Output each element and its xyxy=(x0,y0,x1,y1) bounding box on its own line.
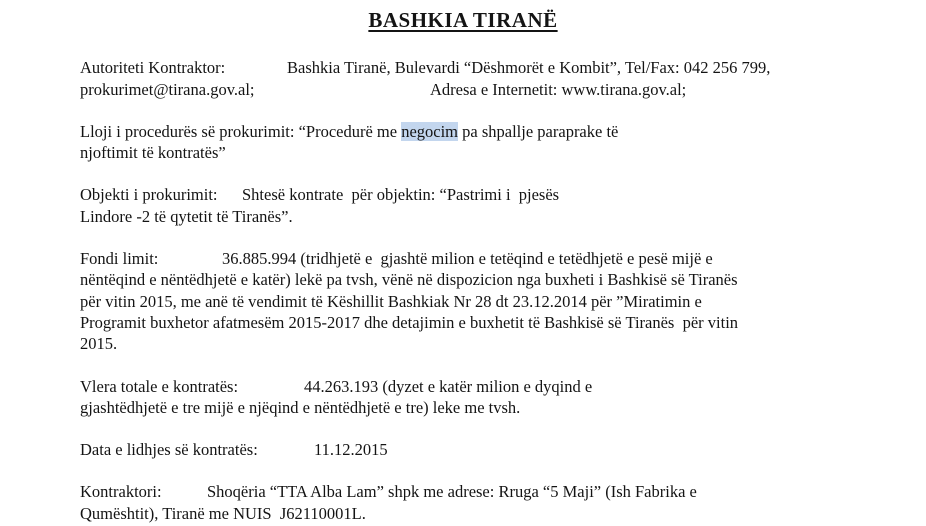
object-label: Objekti i prokurimit: xyxy=(80,185,218,205)
total-line-1 xyxy=(80,376,896,397)
total-label: Vlera totale e kontratës: xyxy=(80,376,239,396)
highlighted-word: negocim xyxy=(401,121,459,141)
document-title: BASHKIA TIRANË xyxy=(368,8,558,32)
authority-website: Adresa e Internetit: www.tirana.gov.al; xyxy=(430,79,687,99)
total-value: 44.263.193 (dyzet e katër milion e dyqind e xyxy=(304,376,593,396)
fund-line-5: 2015. xyxy=(80,334,118,354)
contractor-value: Shoqëria “TTA Alba Lam” shpk me adrese: Rruga “5 Maji” (Ish Fabrika e xyxy=(207,482,697,502)
fund-line-1 xyxy=(80,248,896,269)
paragraph-contractor xyxy=(80,481,896,524)
date-value: 11.12.2015 xyxy=(314,440,388,460)
object-value: Shtesë kontrate për objektin: “Pastrimi i pjesës xyxy=(242,185,560,205)
authority-value: Bashkia Tiranë, Bulevardi “Dëshmorët e Kombit”, Tel/Fax: 042 256 799, xyxy=(287,58,771,78)
total-line-2: gjashtëdhjetë e tre mijë e njëqind e nëntëdhjetë e tre) leke me tvsh. xyxy=(80,397,521,417)
paragraph-fund-limit xyxy=(80,248,896,354)
object-line-2: Lindore -2 të qytetit të Tiranës”. xyxy=(80,206,293,226)
paragraph-contract-date xyxy=(80,439,896,460)
fund-line-3: për vitin 2015, me anë të vendimit të Këshillit Bashkiak Nr 28 dt 23.12.2014 për ”Miratimin e xyxy=(80,291,702,311)
contractor-label: Kontraktori: xyxy=(80,482,162,502)
paragraph-authority xyxy=(80,57,896,100)
authority-line-1 xyxy=(80,57,896,78)
authority-email: prokurimet@tirana.gov.al; xyxy=(80,79,255,99)
date-line-1 xyxy=(80,439,896,460)
date-label: Data e lidhjes së kontratës: xyxy=(80,440,258,460)
fund-line-2: nëntëqind e nëntëdhjetë e katër) lekë pa tvsh, vënë në dispozicion nga buxheti i Bashkisë së Tiranës xyxy=(80,270,738,290)
procedure-text-before: Lloji i procedurës së prokurimit: “Procedurë me xyxy=(80,121,402,141)
fund-line-4: Programit buxhetor afatmesëm 2015-2017 dhe detajimin e buxhetit të Bashkisë së Tiranës për vitin xyxy=(80,312,739,332)
paragraph-total-value xyxy=(80,376,896,419)
procedure-line-2: njoftimit të kontratës” xyxy=(80,143,226,163)
fund-value: 36.885.994 (tridhjetë e gjashtë milion e tetëqind e tetëdhjetë e pesë mijë e xyxy=(222,249,713,269)
authority-label: Autoriteti Kontraktor: xyxy=(80,58,226,78)
authority-line-2 xyxy=(80,79,896,100)
contractor-line-1 xyxy=(80,481,896,502)
procedure-text-after: pa shpallje paraprake të xyxy=(458,121,619,141)
paragraph-procurement-object xyxy=(80,184,896,227)
contractor-line-2: Qumështit), Tiranë me NUIS J62110001L. xyxy=(80,503,366,523)
object-line-1 xyxy=(80,184,896,205)
paragraph-procedure-type xyxy=(80,121,896,164)
fund-label: Fondi limit: xyxy=(80,249,159,269)
procedure-line-1 xyxy=(80,121,896,142)
